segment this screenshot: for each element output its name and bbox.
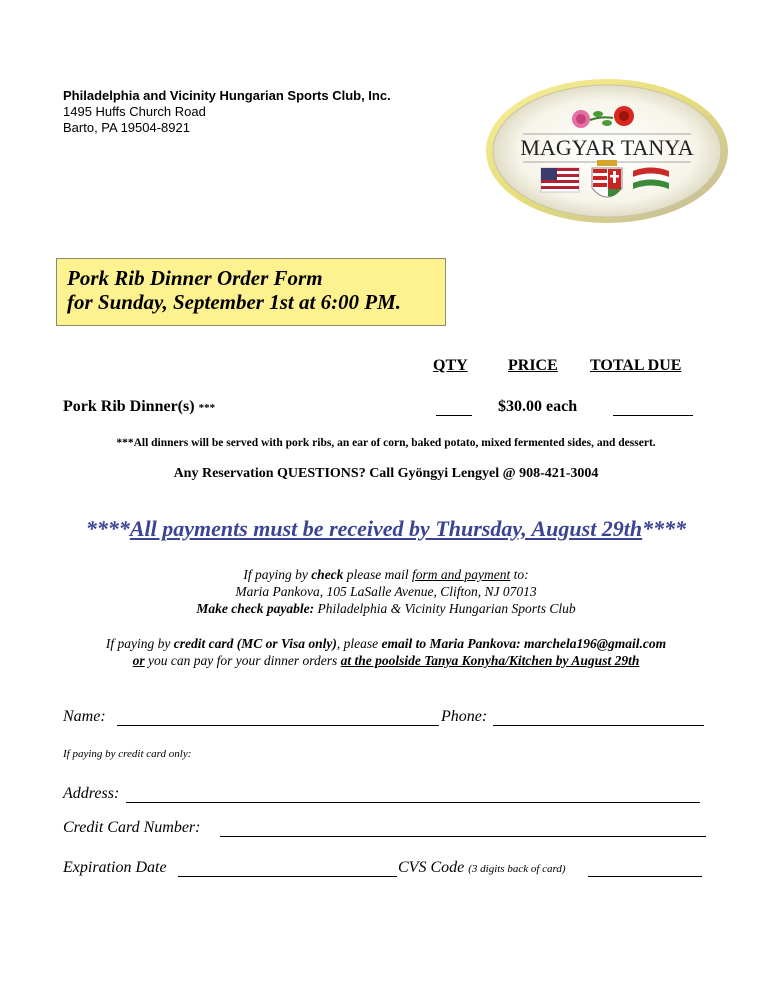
payment-deadline <box>0 516 772 542</box>
price-column-header: PRICE <box>508 357 558 374</box>
deadline-text: All payments must be received by Thursday, August 29th <box>129 516 643 541</box>
credit-card-payment-info <box>0 635 772 669</box>
cc-text-2: , please <box>336 636 382 651</box>
magyar-tanya-logo <box>483 76 731 226</box>
dinner-note: ***All dinners will be served with pork ribs, an ear of corn, baked potato, mixed fermented sides, and dessert. <box>116 437 656 449</box>
deadline-prefix: **** <box>85 516 130 541</box>
cc-text-bold: credit card (MC or Visa only) <box>173 636 337 651</box>
email-instruction: email to Maria Pankova: marchela196@gmail.com <box>381 636 667 651</box>
cc-text-3: you can pay for your dinner orders <box>144 653 341 668</box>
phone-field[interactable] <box>493 709 704 726</box>
organization-address <box>63 88 391 136</box>
form-title-line2: for Sunday, September 1st at 6:00 PM. <box>67 290 402 314</box>
item-label <box>63 398 215 416</box>
payable-to: Philadelphia & Vicinity Hungarian Sports Club <box>314 601 576 616</box>
poolside-payment: at the poolside Tanya Konyha/Kitchen by August 29th <box>340 653 640 668</box>
check-payment-info <box>0 566 772 617</box>
cc-or: or <box>132 653 145 668</box>
name-field[interactable] <box>117 709 439 726</box>
form-title-line1: Pork Rib Dinner Order Form <box>67 266 323 290</box>
check-text-bold: check <box>311 567 344 582</box>
reservation-questions: Any Reservation QUESTIONS? Call Gyöngyi Lengyel @ 908-421-3004 <box>173 466 599 481</box>
phone-label: Phone: <box>441 708 488 725</box>
street-address: 1495 Huffs Church Road <box>63 104 206 119</box>
check-text-2: please mail <box>343 567 413 582</box>
credit-card-number-label: Credit Card Number: <box>63 819 201 836</box>
total-due-blank-field[interactable] <box>613 398 693 416</box>
us-flag-icon <box>541 168 579 192</box>
order-form-title-box <box>56 258 446 326</box>
mailing-address: Maria Pankova, 105 LaSalle Avenue, Clifton, NJ 07013 <box>235 584 537 599</box>
logo-text: MAGYAR TANYA <box>520 135 694 160</box>
cvs-code-label <box>398 859 566 877</box>
cvs-label-text: CVS Code <box>398 859 465 876</box>
cc-text-1: If paying by <box>105 636 174 651</box>
cvs-code-field[interactable] <box>588 860 702 877</box>
address-label: Address: <box>63 785 120 802</box>
cvs-note: (3 digits back of card) <box>468 863 566 875</box>
qty-blank-field[interactable] <box>436 398 472 416</box>
credit-card-number-field[interactable] <box>220 820 706 837</box>
deadline-suffix: **** <box>642 516 687 541</box>
address-field[interactable] <box>126 786 700 803</box>
payable-label: Make check payable: <box>196 601 315 616</box>
name-label: Name: <box>63 708 106 725</box>
check-text-1: If paying by <box>243 567 312 582</box>
expiration-date-field[interactable] <box>178 860 397 877</box>
item-price: $30.00 each <box>498 398 578 415</box>
item-name: Pork Rib Dinner(s) <box>63 398 195 415</box>
city-state-zip: Barto, PA 19504-8921 <box>63 120 190 135</box>
qty-column-header: QTY <box>433 357 468 374</box>
check-text-underlined: form and payment <box>412 567 511 582</box>
organization-name: Philadelphia and Vicinity Hungarian Sports Club, Inc. <box>63 88 391 103</box>
item-asterisks: *** <box>198 402 216 414</box>
credit-card-only-note: If paying by credit card only: <box>63 748 192 760</box>
expiration-date-label: Expiration Date <box>63 859 167 876</box>
check-text-3: to: <box>510 567 529 582</box>
total-due-column-header: TOTAL DUE <box>590 357 682 374</box>
